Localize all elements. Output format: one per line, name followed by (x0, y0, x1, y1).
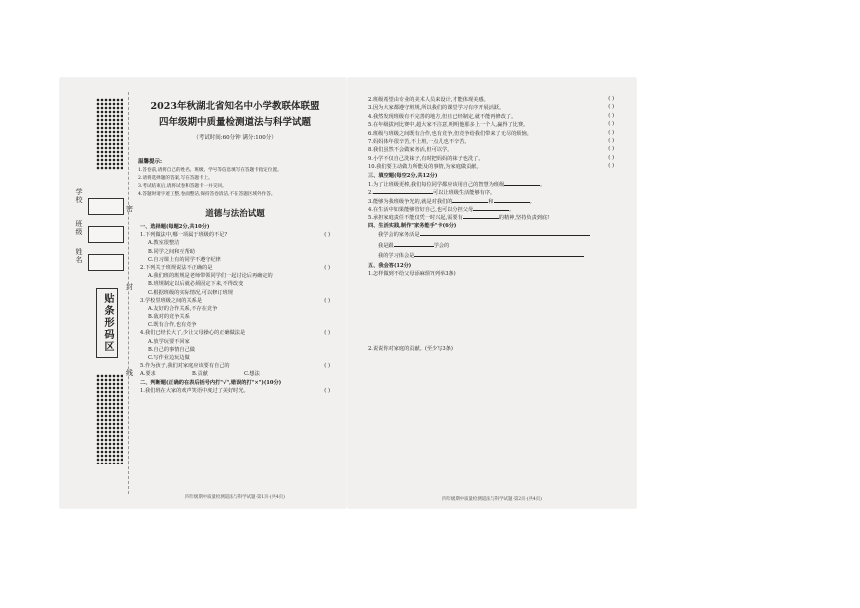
seal-char-xian: 线 (126, 369, 133, 377)
fill-question (368, 180, 624, 188)
question-text: 。 (509, 207, 515, 214)
answer-bracket[interactable]: ( ) (324, 387, 330, 394)
question-text: 10.我们要主动做力所能及的事情,为家庭做贡献。 (368, 164, 482, 171)
answer-option (140, 240, 336, 248)
right-page-content (368, 96, 624, 403)
practice-questions (368, 230, 624, 262)
question-item (368, 155, 624, 163)
exam-page-right (348, 78, 636, 508)
question-text: C.自习课上有的同学不遵守纪律 (148, 256, 221, 263)
question-text: 和 (488, 198, 494, 205)
notice-line: 4.答题时请字迹工整,卷面整洁,保持答卷清洁,不在答题区域外作答。 (138, 191, 276, 197)
question-item (368, 138, 624, 146)
answer-option (140, 347, 336, 355)
section-heading (140, 380, 336, 388)
question-text: 7.妈妈体年很辛苦,不上班,一点儿也不辛苦。 (368, 138, 470, 145)
answer-option: A.要求 (140, 371, 156, 378)
question-item (368, 146, 624, 154)
seal-char-feng: 封 (126, 283, 133, 291)
question-item (368, 163, 624, 171)
name-label: 姓名 (75, 248, 83, 264)
answer-option (140, 371, 336, 379)
answer-bracket[interactable]: ( ) (608, 129, 614, 136)
answer-bracket[interactable]: ( ) (324, 297, 330, 304)
question-text: A.我们班的班规是老师带领同学们一起讨论后再确定的 (148, 273, 273, 280)
question-text: 8.我们虽然不会做家务活,但可以学。 (368, 147, 453, 154)
practice-item (368, 230, 624, 241)
school-label: 学校 (75, 188, 83, 204)
judgement-questions (368, 96, 624, 172)
question-item (140, 330, 336, 338)
question-text: 2.下列关于班规说法不正确的是 (140, 264, 213, 271)
question-item (368, 96, 624, 104)
notice-line: 2.请将选择题的答案,写在答题卡上。 (138, 176, 213, 182)
notice-line: 1.答卷前,请将自己的姓名、班级、学号等信息填写在答题卡指定位置。 (138, 168, 282, 174)
question-text: C.写作业边玩边做 (148, 355, 190, 361)
question-text: B.自己的事情自己做 (148, 346, 195, 353)
fill-in-questions (368, 180, 624, 222)
question-item (368, 121, 624, 129)
question-text: 二、判断题(正确的在表后括号内打"√",错误的打"×")(10分) (140, 379, 282, 386)
answer-bracket[interactable]: ( ) (324, 232, 330, 239)
answer-option (140, 355, 336, 363)
question-item (368, 104, 624, 112)
fill-question (368, 188, 624, 196)
question-text: 的精神,坚持负责到底! (498, 215, 550, 222)
seal-cut-line (128, 92, 129, 494)
answer-blank[interactable] (504, 180, 540, 186)
question-text: 1.我们班在大家的欢声笑语中度过了美好时光。 (140, 387, 249, 394)
question-text: 3.能够为我班级争光的,就是对我们的 (368, 198, 453, 205)
fill-question (368, 213, 624, 221)
answer-option (140, 257, 336, 265)
question-text: 5.承担家庭责任不能仅凭一时兴起,需要有 (368, 215, 463, 222)
answer-blank[interactable] (473, 205, 509, 211)
answer-question-2: 2.说说你对家庭的贡献。(至少写3条) (368, 345, 453, 352)
answer-section-heading: 五、我会答(12分) (368, 262, 412, 269)
answer-bracket[interactable]: ( ) (608, 104, 614, 111)
question-text: 5.作为孩子,我们对家庭应该要有自己的 (140, 363, 230, 370)
answer-bracket[interactable]: ( ) (608, 163, 614, 170)
question-item (140, 298, 336, 306)
question-text: 3.因为大家都遵守班规,所以我们的课堂学习有序开展活跃。 (368, 105, 505, 112)
question-text: A.教室很整洁 (148, 240, 180, 247)
answer-option: B.贡献 (192, 371, 208, 378)
left-page-content (132, 78, 338, 508)
answer-space-1[interactable] (368, 279, 624, 345)
question-text: 3.学校里班级之间的关系是 (140, 297, 203, 304)
exam-page-left (60, 78, 346, 508)
answer-option (140, 290, 336, 298)
answer-bracket[interactable]: ( ) (324, 363, 330, 370)
answer-blank[interactable] (394, 241, 434, 247)
seal-char-mi: 密 (126, 205, 133, 213)
class-field[interactable] (88, 226, 124, 243)
fill-section-heading: 三、填空题(每空2分,共12分) (368, 172, 438, 179)
subject-heading: 道德与法治试题 (205, 209, 265, 219)
answer-question-1: 1.怎样做到不给父母添麻烦?(列举3条) (368, 271, 456, 278)
question-text: 可以让班级生活能够有序。 (432, 190, 496, 197)
answer-bracket[interactable]: ( ) (324, 264, 330, 271)
fill-question (368, 205, 624, 213)
answer-option: C.想法 (244, 371, 260, 378)
question-item (140, 388, 336, 396)
question-text: 4.我然发现班级有不完善的地方,但且已经制定,就不能再修改了。 (368, 113, 517, 120)
question-text: B.班规制定以后就必须固定下来,不得改变 (148, 281, 244, 288)
question-text: 。 (540, 181, 546, 188)
answer-option (140, 306, 336, 314)
question-text: 9.小学不仅自己洗袜子,有时把妈妈的袜子也洗了。 (368, 155, 484, 162)
question-text: 我的学习体会是 (378, 253, 415, 260)
answer-bracket[interactable]: ( ) (608, 154, 614, 161)
answer-space-2[interactable] (368, 353, 624, 403)
answer-bracket[interactable]: ( ) (608, 96, 614, 102)
class-label: 班级 (75, 220, 83, 236)
question-text: 。 (529, 198, 535, 205)
answer-blank[interactable] (373, 188, 433, 194)
practice-item (368, 251, 624, 262)
question-list-left (140, 224, 336, 396)
answer-bracket[interactable]: ( ) (608, 137, 614, 144)
page-footer-right: 四年级期中质量检测道法与科学试题·第2页·(共4页) (442, 497, 542, 502)
question-text: A.放学玩要不回家 (148, 338, 190, 345)
notice-lines (138, 167, 334, 198)
notice-heading: 温馨提示: (138, 159, 163, 165)
question-text: C.根据班级的实际情况,可以修订班规 (148, 289, 233, 296)
answer-bracket[interactable]: ( ) (608, 121, 614, 128)
question-text: 1.下列做法中,哪一项属于班级的不足? (140, 232, 228, 239)
question-text: C.既有合作,也有竞争 (148, 322, 197, 329)
exam-title-line1: 2023年秋湖北省知名中小学教联体联盟 (150, 101, 320, 112)
practice-section-heading: 四、生活实践,制作"家务能手"卡(6分) (368, 222, 457, 229)
question-text: 我学会的家务活是 (378, 232, 420, 239)
answer-blank[interactable] (414, 251, 584, 257)
notice-line: 3.考试结束后,请将试卷和答题卡一并交回。 (138, 183, 227, 189)
school-field[interactable] (88, 198, 124, 215)
question-item (140, 363, 336, 371)
answer-option (140, 249, 336, 257)
name-field[interactable] (88, 254, 124, 271)
barcode-sticker-area: 贴条形码区 (96, 288, 118, 358)
answer-option (140, 281, 336, 289)
notice-block (138, 158, 334, 199)
binding-margin (60, 78, 133, 508)
question-text: 4.我们已经长大了,少让父母操心的正确做法是 (140, 330, 246, 337)
question-text: 5.在年级拔河比赛中,超大家不注意,明明他那多上一个人,赢得了比赛。 (368, 122, 529, 129)
question-text: B.敌对的竞争关系 (148, 314, 190, 321)
answer-blank[interactable] (463, 213, 499, 219)
exam-time-score: （考试时间:60分钟 满分:100分） (193, 135, 277, 141)
decorative-dot-pattern-bottom (96, 374, 123, 464)
question-text: 学会的 (433, 242, 450, 249)
question-text: A.友好的合作关系,不存在竞争 (148, 305, 218, 312)
section-heading (140, 224, 336, 232)
answer-bracket[interactable]: ( ) (608, 112, 614, 119)
question-text: 4.在生活中如果能够管好自己,也可以分担父母 (368, 207, 474, 214)
question-item (368, 130, 624, 138)
answer-option (140, 339, 336, 347)
question-text: 我是跟 (378, 242, 394, 249)
answer-blank[interactable] (452, 197, 488, 203)
answer-bracket[interactable]: ( ) (608, 146, 614, 153)
question-text: 2.班级希望由专业的美术人员来设计,才能体现美感。 (368, 97, 489, 103)
question-text: 6.班级与班级之间既有合作,也有竞争,但竞争给我们带来了无尽的烦恼。 (368, 130, 532, 137)
answer-bracket[interactable]: ( ) (324, 330, 330, 337)
answer-blank[interactable] (420, 230, 590, 236)
fill-question (368, 197, 624, 205)
exam-title-line2: 四年级期中质量检测道法与科学试题 (158, 117, 311, 128)
question-item (368, 113, 624, 121)
question-text: 一、选择题(每题2分,共10分) (140, 224, 210, 230)
question-text: 1.为了让班级更棒,我们每位同学都应该用自己的智慧为班级 (368, 181, 505, 188)
question-text: 2. (368, 190, 373, 197)
question-text: B.同学之间和互帮助 (148, 248, 195, 255)
decorative-dot-pattern-top (96, 98, 123, 170)
practice-item (368, 241, 624, 252)
answer-blank[interactable] (494, 197, 530, 203)
question-item (140, 265, 336, 273)
page-footer-left: 四年级期中质量检测道法与科学试题·第1页·(共4页) (185, 495, 285, 501)
